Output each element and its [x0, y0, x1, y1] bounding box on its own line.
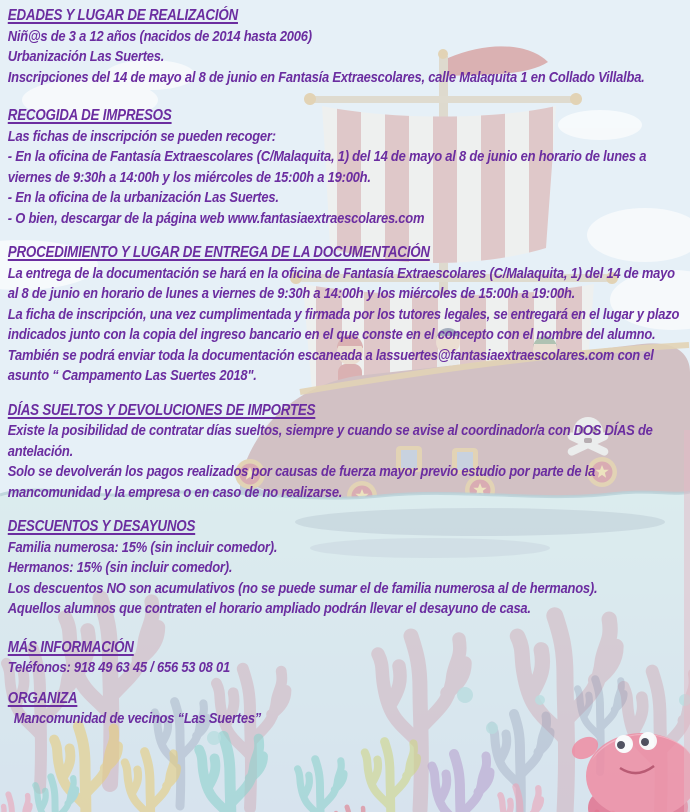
- paragraph: La ficha de inscripción, una vez cumplimentada y firmada por los tutores legales, se entregará en el lugar y plazo indicados junto con la copia del ingreso bancario en el que conste en el concepto con el nombre del alumno.: [7, 305, 680, 343]
- paragraph: Inscripciones del 14 de mayo al 8 de junio en Fantasía Extraescolares, calle Malaquita 1 en Collado Villalba.: [7, 68, 645, 86]
- organizer-name: Mancomunidad de vecinos “Las Suertes”: [13, 710, 262, 727]
- paragraph: Niñ@s de 3 a 12 años (nacidos de 2014 hasta 2006): [7, 27, 312, 45]
- paragraph: También se podrá enviar toda la documentación escaneada a lassuertes@fantasiaextraescolares.com con el asunto “ Campamento Las Suertes 2018".: [7, 346, 654, 384]
- section-heading-procedimiento: PROCEDIMIENTO Y LUGAR DE ENTREGA DE LA DOCUMENTACIÓN: [7, 244, 430, 261]
- paragraph: Hermanos: 15% (sin incluir comedor).: [7, 559, 233, 576]
- paragraph: La entrega de la documentación se hará en la oficina de Fantasía Extraescolares (C/Malaquita, 1) del 14 de mayo al 8 de junio en horario de lunes a viernes de 9:30h a 14:00h y los miércoles de 15:00h a 19:00h.: [7, 264, 675, 302]
- section-heading-recogida: RECOGIDA DE IMPRESOS: [7, 107, 172, 124]
- section-descuentos: [8, 517, 682, 620]
- section-recogida: [8, 106, 682, 229]
- phone-numbers: Teléfonos: 918 49 63 45 / 656 53 08 01: [7, 659, 230, 676]
- section-heading-mas-informacion: MÁS INFORMACIÓN: [7, 638, 134, 656]
- section-heading-organiza: ORGANIZA: [7, 689, 78, 707]
- section-mas-informacion: [8, 638, 682, 679]
- section-heading-descuentos: DESCUENTOS Y DESAYUNOS: [7, 518, 196, 535]
- section-edades: [8, 6, 682, 88]
- paragraph: Aquellos alumnos que contraten el horario ampliado podrán llevar el desayuno de casa.: [7, 600, 531, 617]
- paragraph: - O bien, descargar de la página web www.fantasiaextraescolares.com: [7, 209, 425, 227]
- section-procedimiento: [8, 243, 682, 387]
- paragraph: Existe la posibilidad de contratar días sueltos, siempre y cuando se avise al coordinador/a con DOS DÍAS de antelación.: [7, 422, 653, 460]
- paragraph: Urbanización Las Suertes.: [7, 48, 165, 65]
- paragraph: Los descuentos NO son acumulativos (no se puede sumar el de familia numerosa al de hermanos).: [7, 579, 598, 597]
- paragraph: - En la oficina de Fantasía Extraescolares (C/Malaquita, 1) del 14 de mayo al 8 de junio en horario de lunes a viernes de 9:30h a 14:00h y los miércoles de 15:00h a 19:00h.: [7, 148, 647, 186]
- paragraph: Familia numerosa: 15% (sin incluir comedor).: [7, 538, 278, 556]
- section-heading-dias-sueltos: DÍAS SUELTOS Y DEVOLUCIONES DE IMPORTES: [7, 401, 316, 419]
- section-organiza: [8, 689, 682, 730]
- paragraph: - En la oficina de la urbanización Las Suertes.: [7, 189, 279, 206]
- paragraph: Las fichas de inscripción se pueden recoger:: [7, 127, 276, 145]
- section-heading-edades: EDADES Y LUGAR DE REALIZACIÓN: [7, 7, 238, 24]
- paragraph: Solo se devolverán los pagos realizados por causas de fuerza mayor previo estudio por parte de la mancomunidad y la empresa o en caso de no realizarse.: [7, 463, 596, 501]
- section-dias-sueltos: [8, 401, 682, 504]
